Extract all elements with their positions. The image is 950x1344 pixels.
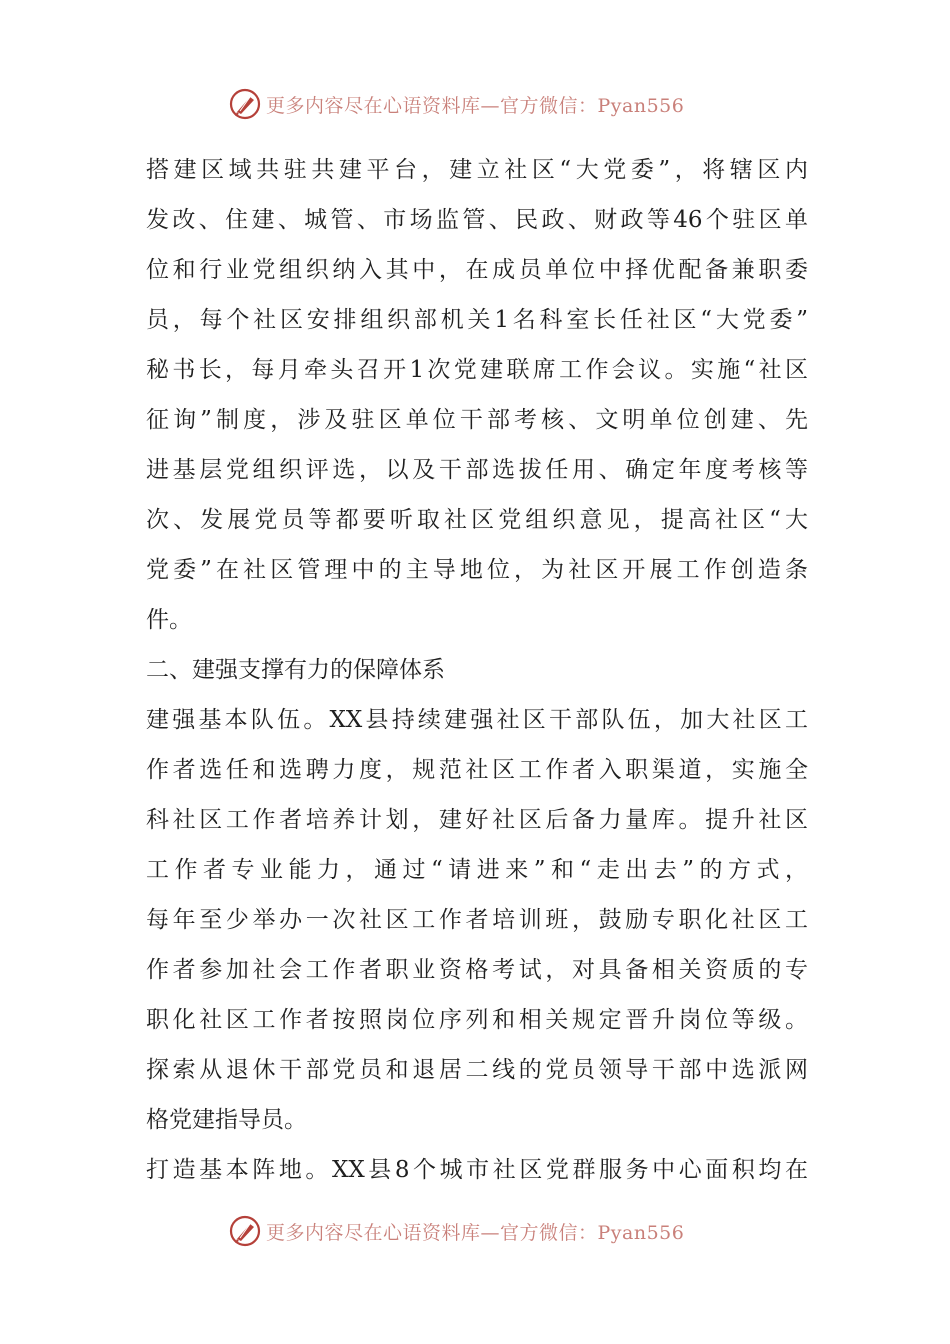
section-heading: 二、建强支撑有力的保障体系 [146,657,445,683]
text-line: 每年至少举办一次社区工作者培训班，鼓励专职化社区工 [146,907,808,933]
text-line: 征询”制度，涉及驻区单位干部考核、文明单位创建、先 [146,407,808,433]
text-line: 发改、住建、城管、市场监管、民政、财政等46个驻区单 [146,207,808,233]
document-body [146,145,808,1195]
text-line: 作者参加社会工作者职业资格考试，对具备相关资质的专 [146,957,808,983]
watermark-header [228,84,684,124]
text-line: 件。 [146,607,192,633]
text-line: 科社区工作者培养计划，建好社区后备力量库。提升社区 [146,807,808,833]
watermark-text: 更多内容尽在心语资料库—官方微信：Pyan556 [266,94,685,117]
text-line: 员，每个社区安排组织部机关1名科室长任社区“大党委” [146,307,808,333]
pen-nib-seal-icon [228,87,262,121]
watermark-footer [228,1211,684,1251]
text-line: 位和行业党组织纳入其中，在成员单位中择优配备兼职委 [146,257,808,283]
text-line: 格党建指导员。 [146,1107,307,1133]
text-line: 进基层党组织评选，以及干部选拔任用、确定年度考核等 [146,457,808,483]
text-line: 秘书长，每月牵头召开1次党建联席工作会议。实施“社区 [146,357,808,383]
text-line: 次、发展党员等都要听取社区党组织意见，提高社区“大 [146,507,808,533]
text-line: 职化社区工作者按照岗位序列和相关规定晋升岗位等级。 [146,1007,808,1033]
text-line: 作者选任和选聘力度，规范社区工作者入职渠道，实施全 [146,757,808,783]
pen-nib-seal-icon [228,1214,262,1248]
text-line: 党委”在社区管理中的主导地位，为社区开展工作创造条 [146,557,808,583]
text-line: 探索从退休干部党员和退居二线的党员领导干部中选派网 [146,1057,808,1083]
text-line: 搭建区域共驻共建平台，建立社区“大党委”，将辖区内 [146,157,808,183]
text-line: 打造基本阵地。XX县8个城市社区党群服务中心面积均在 [146,1157,808,1183]
text-line: 工作者专业能力，通过“请进来”和“走出去”的方式， [146,857,808,883]
watermark-text: 更多内容尽在心语资料库—官方微信：Pyan556 [266,1221,685,1244]
text-line: 建强基本队伍。XX县持续建强社区干部队伍，加大社区工 [146,707,808,733]
